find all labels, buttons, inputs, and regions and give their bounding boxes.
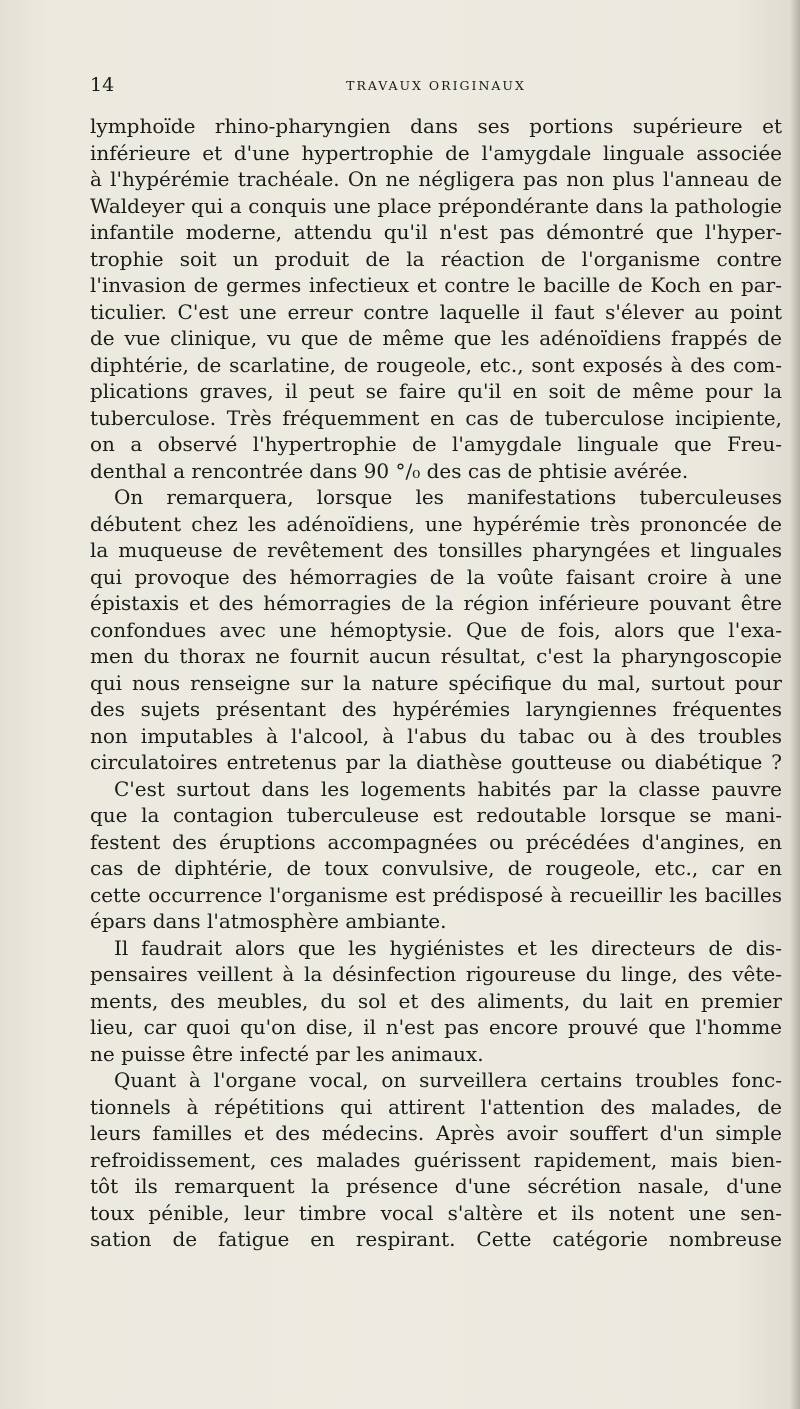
page-edge-shadow [790, 0, 800, 1409]
page-number: 14 [90, 74, 115, 96]
text-line: ticulier. C'est une erreur contre laquelle il faut s'élever au point [90, 299, 782, 324]
text-line: épars dans l'atmosphère ambiante. [90, 909, 447, 933]
text-line: épistaxis et des hémorragies de la région inférieure pouvant être [90, 591, 782, 615]
text-line: l'invasion de germes infectieux et contre le bacille de Koch en par- [90, 273, 782, 297]
text-line: non imputables à l'alcool, à l'abus du tabac ou à des troubles [90, 723, 782, 748]
text-line: men du thorax ne fournit aucun résultat, c'est la pharyngoscopie [90, 644, 782, 668]
text-line: tionnels à répétitions qui attirent l'attention des malades, de [90, 1094, 782, 1119]
text-line: festent des éruptions accompagnées ou précédées d'angines, en [90, 829, 782, 854]
text-line: on a observé l'hypertrophie de l'amygdale linguale que Freu- [90, 432, 782, 456]
text-line: tôt ils remarquent la présence d'une sécrétion nasale, d'une [90, 1174, 782, 1198]
text-line: leurs familles et des médecins. Après avoir souffert d'un simple [90, 1121, 782, 1145]
text-line: pensaires veillent à la désinfection rigoureuse du linge, des vête- [90, 962, 782, 986]
text-line: ne puisse être infecté par les animaux. [90, 1041, 484, 1066]
text-line: débutent chez les adénoïdiens, une hypérémie très prononcée de [90, 511, 782, 536]
text-line: toux pénible, leur timbre vocal s'altère et ils notent une sen- [90, 1200, 782, 1225]
text-line: confondues avec une hémoptysie. Que de fois, alors que l'exa- [90, 617, 782, 642]
text-line: lymphoïde rhino-pharyngien dans ses portions supérieure et [90, 114, 782, 138]
text-line: à l'hypérémie trachéale. On ne négligera pas non plus l'anneau de [90, 167, 782, 191]
body-text [90, 113, 782, 1253]
text-line: sation de fatigue en respirant. Cette catégorie nombreuse [90, 1227, 782, 1251]
text-line: qui provoque des hémorragies de la voûte faisant croire à une [90, 564, 782, 589]
text-line: que la contagion tuberculeuse est redoutable lorsque se mani- [90, 803, 782, 827]
page-header [90, 72, 782, 98]
paragraph-first-line: Quant à l'organe vocal, on surveillera certains troubles fonc- [114, 1068, 782, 1092]
text-line: infantile moderne, attendu qu'il n'est pas démontré que l'hyper- [90, 220, 782, 244]
text-line: circulatoires entretenus par la diathèse goutteuse ou diabétique ? [90, 750, 782, 774]
text-line: lieu, car quoi qu'on dise, il n'est pas encore prouvé que l'homme [90, 1015, 782, 1039]
text-line: qui nous renseigne sur la nature spécifique du mal, surtout pour [90, 670, 782, 695]
text-line: cette occurrence l'organisme est prédisposé à recueillir les bacilles [90, 882, 782, 907]
text-line: cas de diphtérie, de toux convulsive, de rougeole, etc., car en [90, 856, 782, 880]
text-line: des sujets présentant des hypérémies laryngiennes fréquentes [90, 697, 782, 721]
text-line: inférieure et d'une hypertrophie de l'amygdale linguale associée [90, 140, 782, 165]
paragraph-first-line: On remarquera, lorsque les manifestations tuberculeuses [114, 485, 782, 509]
paragraph-first-line: Il faudrait alors que les hygiénistes et les directeurs de dis- [114, 935, 782, 960]
text-line: trophie soit un produit de la réaction de l'organisme contre [90, 246, 782, 271]
text-line: plications graves, il peut se faire qu'il en soit de même pour la [90, 379, 782, 403]
text-line: refroidissement, ces malades guérissent rapidement, mais bien- [90, 1147, 782, 1172]
text-line: ments, des meubles, du sol et des aliments, du lait en premier [90, 988, 782, 1013]
text-line: diphtérie, de scarlatine, de rougeole, etc., sont exposés à des com- [90, 352, 782, 377]
paragraph-first-line: C'est surtout dans les logements habités par la classe pauvre [114, 776, 782, 801]
text-line: Waldeyer qui a conquis une place prépondérante dans la pathologie [90, 193, 782, 218]
text-line: la muqueuse de revêtement des tonsilles pharyngées et linguales [90, 538, 782, 562]
text-line: tuberculose. Très fréquemment en cas de tuberculose incipiente, [90, 405, 782, 430]
text-line: denthal a rencontrée dans 90 °/₀ des cas de phtisie avérée. [90, 458, 689, 483]
text-line: de vue clinique, vu que de même que les adénoïdiens frappés de [90, 326, 782, 350]
running-title: TRAVAUX ORIGINAUX [346, 78, 526, 93]
